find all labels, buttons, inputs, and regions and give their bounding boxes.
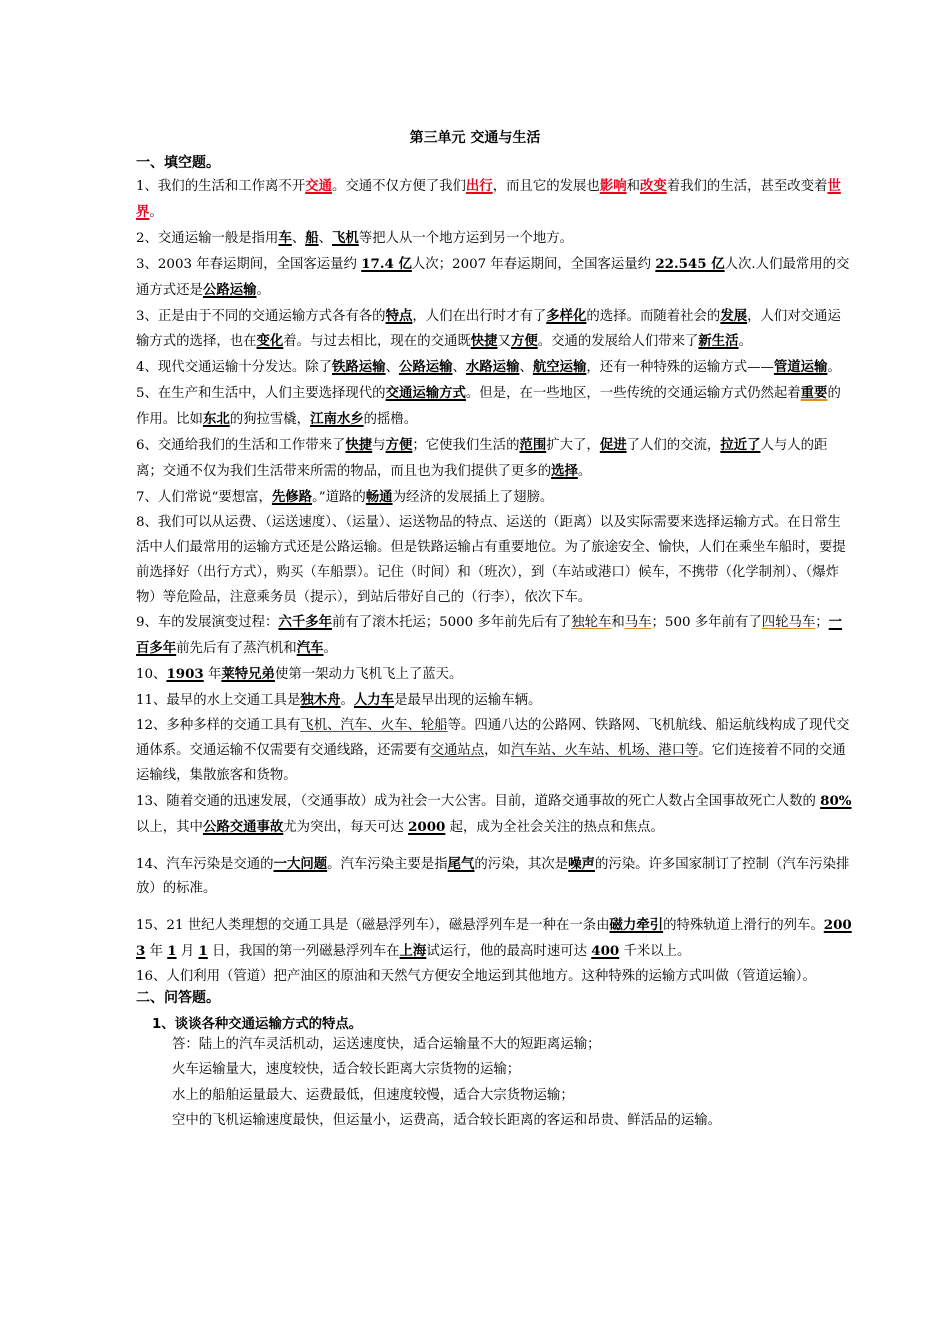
item-text: 和: [611, 615, 625, 631]
item-text: 人次.人们最常用的交通方式还是: [136, 256, 850, 298]
item-text: 8、我们可以从运费、（运送速度）、（运量）、运送物品的特点、运送的（距离）以及实际需要来选择运输方式。在日常生活中人们最常用的运输方式还是公路运输。但是铁路运输占有重要地位。为了旅途安全、愉快，人们在乘坐车船时，要提前选择好（出行方式），购买（车船票）。记住（时间）和（班次），到（车站或港口）候车，不携带（化学制剂）、（爆炸物）等危险品，注意乘务员（提示），到站后带好自己的（行李），依次下车。: [136, 514, 846, 605]
fill-blank-item: [136, 304, 852, 356]
item-text: 的污染。许多国家制订了控制（汽车污染排放）的标准。: [136, 856, 850, 897]
item-text: 。: [323, 641, 337, 657]
item-text: ；它使我们生活的: [412, 438, 520, 454]
question-heading: 1、谈谈各种交通运输方式的特点。: [152, 1017, 363, 1032]
item-text: 。”道路的: [312, 489, 366, 505]
answer-keyword: 汽车站、火车站、机场、港口等: [510, 742, 699, 758]
item-text: ；: [815, 615, 829, 631]
answer-keyword: 新生活: [698, 333, 739, 350]
item-text: 。: [738, 334, 752, 350]
section-heading-qa: 二、问答题。: [136, 990, 220, 1006]
fill-blank-item: [136, 610, 852, 662]
fill-blank-item: [136, 485, 852, 511]
answer-keyword: 变化: [256, 333, 284, 350]
answer-keyword: 快捷: [470, 333, 498, 350]
answer-keyword: 船: [305, 229, 319, 246]
answer-keyword: 2003: [136, 917, 852, 960]
answer-keyword: 方便: [385, 437, 413, 454]
answer-keyword: 磁力牵引: [609, 917, 664, 934]
item-text: 。: [577, 463, 592, 479]
item-text: 10、: [136, 667, 167, 683]
answer-keyword: 飞机、汽车、火车、轮船: [300, 718, 448, 734]
answer-keyword: 车: [278, 229, 292, 246]
item-text: 的选择。而随着社会的: [586, 308, 721, 324]
item-text: 、: [519, 360, 533, 376]
answer-line: 火车运输量大，速度较快，适合较长距离大宗货物的运输；: [172, 1062, 521, 1078]
item-text: 5、在生产和生活中，人们主要选择现代的: [136, 386, 386, 402]
answer-keyword: 世界: [136, 178, 841, 220]
answer-keyword: 江南水乡: [310, 411, 364, 428]
answer-line: 空中的飞机运输速度最快，但运量小，运费高，适合较长距离的客运和昂贵、鲜活品的运输。: [172, 1112, 722, 1128]
item-text: 。: [149, 204, 163, 220]
item-text: 、: [291, 230, 306, 246]
answer-keyword: 特点: [385, 307, 413, 324]
item-text: 试运行，他的最高时速可达: [426, 944, 592, 960]
item-text: 人次；2007 年春运期间，全国客运量约: [411, 256, 656, 272]
item-text: 16、人们利用（管道）把产油区的原油和天然气方便安全地运到其他地方。这种特殊的运输方式叫做（管道运输）。: [136, 969, 816, 985]
answer-keyword: 尾气: [447, 855, 475, 872]
item-text: 的作用。比如: [136, 386, 841, 428]
answer-line: 水上的船舶运量最大、运费最低，但速度较慢，适合大宗货物运输；: [172, 1087, 574, 1103]
fill-blank-item: [136, 433, 852, 485]
item-text: 4、现代交通运输十分发达。除了: [136, 360, 332, 376]
item-text: 和: [626, 179, 640, 194]
item-text: 。交通不仅方便了我们: [332, 179, 466, 194]
item-text: 年: [203, 667, 222, 683]
answer-keyword: 22.545 亿: [655, 255, 725, 272]
answer-keyword: 2000: [408, 818, 446, 835]
fill-blank-item: [136, 913, 852, 965]
item-text: 9、车的发展演变过程：: [136, 615, 279, 631]
answer-keyword: 1: [198, 943, 208, 960]
answer-keyword: 管道运输: [773, 359, 828, 376]
item-text: 前先后有了蒸汽机和: [176, 641, 297, 657]
item-text: 前有了滚木托运；5000 多年前先后有了: [332, 615, 572, 631]
answer-keyword: 先修路: [271, 488, 313, 505]
fill-blank-item: [136, 226, 852, 252]
answer-keyword: 范围: [519, 437, 547, 454]
item-text: 、: [318, 230, 332, 246]
item-text: 等。四通八达的公路网、铁路网、飞机航线、船运航线构成了现代交通体系。交通运输不仅需要有交通线路，还需要有: [136, 718, 850, 758]
item-text: ，还有一种特殊的运输方式——: [586, 360, 774, 376]
item-text: 年: [145, 944, 168, 960]
item-text: 3、2003 年春运期间，全国客运量约: [136, 256, 362, 272]
item-text: ；500 多年前有了: [651, 615, 762, 631]
item-text: 。: [827, 360, 841, 376]
answer-keyword: 公路交通事故: [202, 818, 284, 835]
item-text: 。交通的发展给人们带来了: [537, 334, 699, 350]
item-text: 月: [176, 944, 199, 960]
answer-keyword: 80%: [820, 792, 852, 809]
fill-blank-item: [136, 355, 852, 381]
item-text: 了人们的交流，: [626, 438, 721, 454]
answer-keyword: 17.4 亿: [361, 255, 412, 272]
answer-line: 答：陆上的汽车灵活机动，运送速度快，适合运输量不大的短距离运输；: [172, 1037, 601, 1052]
item-text: 的污染，其次是: [474, 856, 569, 872]
item-text: 3、正是由于不同的交通运输方式各有各的: [136, 308, 386, 324]
fill-blank-item: [136, 852, 852, 903]
item-text: 、: [385, 360, 399, 376]
fill-blank-item: [136, 714, 852, 789]
item-text: 人与人的距离；交通不仅为我们生活带来所需的物品，而且也为我们提供了更多的: [136, 438, 828, 479]
item-text: ，而且它的发展也: [492, 179, 600, 194]
item-text: 。: [256, 282, 270, 298]
answer-keyword: 六千多年: [278, 614, 332, 631]
answer-keyword: 噪声: [568, 855, 595, 872]
fill-blank-item: [136, 965, 852, 990]
fill-blank-item: [136, 688, 852, 714]
fill-blank-item: [136, 511, 852, 611]
answer-keyword: 拉近了: [720, 437, 761, 454]
answer-keyword: 交通运输方式: [385, 385, 466, 402]
item-text: ，人们对交通运输方式的选择，也在: [136, 308, 841, 350]
fill-blank-list: [136, 174, 852, 990]
item-text: 的狗拉雪橇，: [229, 412, 311, 428]
answer-keyword: 交通站点: [430, 742, 485, 758]
item-text: 1、我们的生活和工作离不开: [136, 179, 306, 194]
answer-keyword: 一百多年: [136, 614, 843, 657]
answer-keyword: 出行: [465, 178, 493, 194]
answer-keyword: 莱特兄弟: [221, 666, 275, 683]
item-text: 。但是，在一些地区，一些传统的交通运输方式仍然起着: [465, 386, 801, 402]
fill-blank-item: [136, 174, 852, 226]
fill-blank-item: [136, 252, 852, 304]
item-text: 起，成为全社会关注的热点和焦点。: [445, 819, 664, 835]
answer-keyword: 独木舟: [300, 692, 341, 709]
item-text: 等把人从一个地方运到另一个地方。: [358, 230, 574, 246]
item-text: 15、21 世纪人类理想的交通工具是（磁悬浮列车），磁悬浮列车是一种在一条由: [136, 918, 610, 934]
answer-keyword: 人力车: [353, 692, 395, 709]
answer-keyword: 四轮马车: [761, 615, 816, 631]
answer-keyword: 选择: [551, 462, 578, 479]
item-text: 与: [372, 438, 386, 454]
item-text: 着。与过去相比，现在的交通既: [283, 334, 471, 350]
answer-keyword: 方便: [510, 333, 538, 350]
answer-keyword: 公路运输: [398, 359, 453, 376]
item-text: 14、汽车污染是交通的: [136, 856, 274, 872]
page-title: 第三单元 交通与生活: [409, 130, 541, 146]
answer-keyword: 促进: [599, 437, 627, 454]
item-text: 12、多种多样的交通工具有: [136, 718, 301, 734]
answer-keyword: 公路运输: [202, 281, 257, 298]
item-text: 。它们连接着不同的交通运输线，集散旅客和货物。: [136, 742, 846, 783]
item-text: 以上，其中: [136, 819, 203, 835]
section-heading-fill-blank: 一、填空题。: [136, 155, 220, 171]
answer-keyword: 快捷: [345, 437, 373, 454]
answer-keyword: 改变: [639, 178, 667, 194]
answer-keyword: 畅通: [365, 488, 393, 505]
item-text: 扩大了，: [546, 438, 600, 454]
item-text: 13、随着交通的迅速发展，（交通事故）成为社会一大公害。目前，道路交通事故的死亡人数占全国事故死亡人数的: [136, 793, 821, 809]
item-text: ，人们在出行时才有了: [412, 308, 547, 324]
answer-keyword: 独轮车: [571, 615, 612, 631]
answer-block: [172, 1032, 852, 1133]
answer-keyword: 铁路运输: [332, 359, 386, 376]
answer-keyword: 400: [591, 943, 620, 960]
answer-keyword: 一大问题: [273, 855, 328, 872]
item-text: 的特殊轨道上滑行的列车。: [663, 918, 824, 934]
answer-keyword: 水路运输: [465, 359, 520, 376]
answer-keyword: 多样化: [546, 307, 587, 324]
fill-blank-item: [136, 381, 852, 433]
item-text: 为经济的发展插上了翅膀。: [392, 489, 554, 505]
item-text: 11、最早的水上交通工具是: [136, 693, 301, 709]
item-text: 、: [452, 360, 466, 376]
item-text: 。: [340, 693, 354, 709]
fill-blank-item: [136, 662, 852, 688]
answer-keyword: 影响: [599, 178, 627, 194]
answer-keyword: 马车: [624, 615, 652, 631]
item-text: 日，我国的第一列磁悬浮列车在: [207, 944, 400, 960]
answer-keyword: 飞机: [332, 229, 359, 246]
item-text: 着我们的生活，甚至改变着: [666, 179, 828, 194]
item-text: 是最早出现的运输车辆。: [394, 693, 542, 709]
answer-keyword: 1903: [166, 666, 204, 683]
item-text: 使第一架动力飞机飞上了蓝天。: [274, 667, 463, 683]
item-text: 的摇橹。: [363, 412, 418, 428]
item-text: 千米以上。: [619, 944, 691, 960]
answer-keyword: 汽车: [296, 640, 324, 657]
item-text: 6、交通给我们的生活和工作带来了: [136, 438, 346, 454]
answer-keyword: 1: [167, 943, 177, 960]
item-text: ，如: [484, 742, 511, 758]
item-text: 又: [497, 334, 511, 350]
answer-keyword: 重要: [800, 385, 828, 402]
answer-keyword: 上海: [399, 943, 427, 960]
item-text: 7、人们常说“要想富，: [136, 489, 272, 505]
answer-keyword: 航空运输: [532, 359, 587, 376]
fill-blank-item: [136, 789, 852, 841]
item-text: 2、交通运输一般是指用: [136, 230, 279, 246]
answer-keyword: 交通: [305, 178, 332, 194]
answer-keyword: 发展: [720, 307, 748, 324]
answer-keyword: 东北: [202, 411, 230, 428]
item-text: 尤为突出，每天可达: [283, 819, 409, 835]
item-text: 。汽车污染主要是指: [327, 856, 448, 872]
